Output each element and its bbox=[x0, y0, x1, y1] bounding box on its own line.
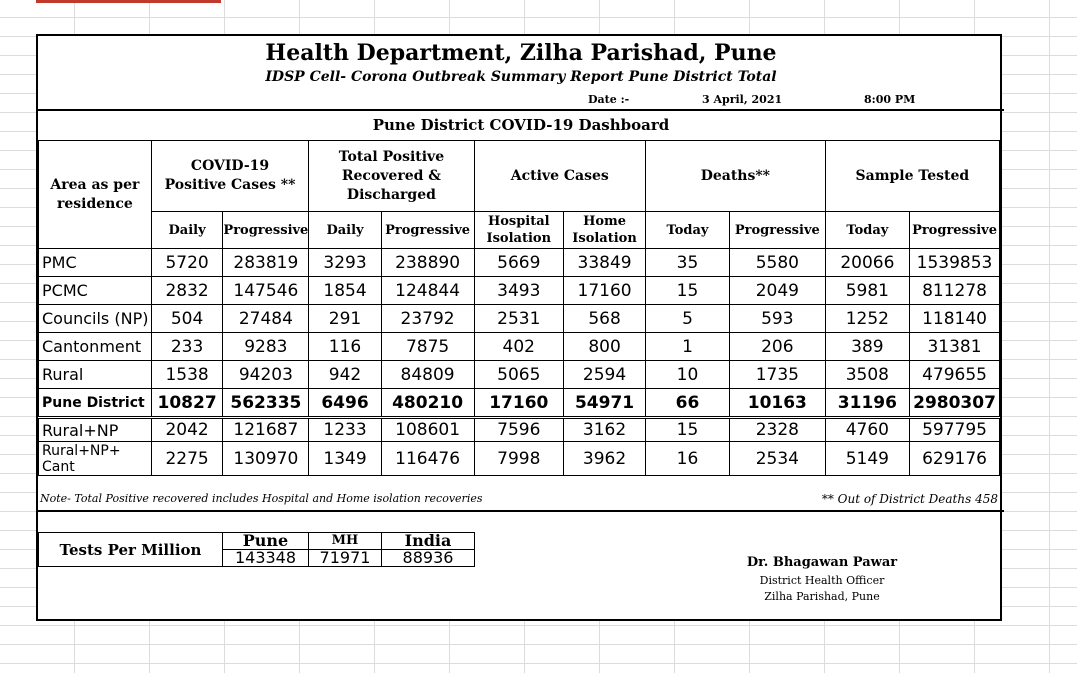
table-cell: 1 bbox=[646, 333, 730, 361]
subheader-cell: Progressive bbox=[223, 212, 309, 249]
table-cell: 233 bbox=[151, 333, 223, 361]
table-cell: 17160 bbox=[564, 277, 646, 305]
group-header-positive: COVID-19 Positive Cases ** bbox=[151, 141, 309, 212]
table-cell: 10 bbox=[646, 361, 730, 389]
table-cell: 2594 bbox=[564, 361, 646, 389]
table-cell: 17160 bbox=[474, 389, 564, 418]
table-cell: 121687 bbox=[223, 418, 309, 442]
row-label: Pune District bbox=[39, 389, 152, 418]
row-label: Cantonment bbox=[39, 333, 152, 361]
table-cell: 66 bbox=[646, 389, 730, 418]
table-row bbox=[39, 249, 1000, 277]
table-cell: 3508 bbox=[825, 361, 909, 389]
table-cell: 15 bbox=[646, 277, 730, 305]
table-cell: 2328 bbox=[729, 418, 825, 442]
table-cell: 147546 bbox=[223, 277, 309, 305]
notes-divider bbox=[38, 510, 1004, 512]
table-cell: 568 bbox=[564, 305, 646, 333]
subheader-cell: Daily bbox=[309, 212, 381, 249]
report-sheet bbox=[36, 34, 1002, 621]
date-label: Date :- bbox=[588, 93, 630, 106]
table-cell: 3962 bbox=[564, 442, 646, 476]
table-cell: 5580 bbox=[729, 249, 825, 277]
table-cell: 2042 bbox=[151, 418, 223, 442]
header-divider bbox=[38, 109, 1004, 111]
table-cell: 7875 bbox=[381, 333, 474, 361]
table-cell: 116 bbox=[309, 333, 381, 361]
table-row bbox=[39, 333, 1000, 361]
subheader-cell: Hospital Isolation bbox=[474, 212, 564, 249]
tpm-header-mh: MH bbox=[309, 533, 382, 550]
footnote-deaths: ** Out of District Deaths 458 bbox=[821, 492, 998, 506]
table-cell: 10827 bbox=[151, 389, 223, 418]
tpm-value-mh: 71971 bbox=[309, 550, 382, 567]
table-cell: 33849 bbox=[564, 249, 646, 277]
table-cell: 3162 bbox=[564, 418, 646, 442]
subheader-cell: Today bbox=[825, 212, 909, 249]
tpm-value-pune: 143348 bbox=[223, 550, 309, 567]
table-cell: 31381 bbox=[910, 333, 1000, 361]
table-cell: 16 bbox=[646, 442, 730, 476]
table-row bbox=[39, 442, 1000, 476]
table-cell: 1349 bbox=[309, 442, 381, 476]
table-cell: 5149 bbox=[825, 442, 909, 476]
table-cell: 479655 bbox=[910, 361, 1000, 389]
table-cell: 15 bbox=[646, 418, 730, 442]
group-header-deaths: Deaths** bbox=[646, 141, 826, 212]
subheader-cell: Today bbox=[646, 212, 730, 249]
table-cell: 5669 bbox=[474, 249, 564, 277]
table-cell: 94203 bbox=[223, 361, 309, 389]
table-cell: 597795 bbox=[910, 418, 1000, 442]
table-cell: 3293 bbox=[309, 249, 381, 277]
group-header-row bbox=[39, 141, 1000, 212]
table-cell: 2049 bbox=[729, 277, 825, 305]
signatory-office: Zilha Parishad, Pune bbox=[764, 590, 880, 603]
table-cell: 402 bbox=[474, 333, 564, 361]
table-cell: 5065 bbox=[474, 361, 564, 389]
table-cell: 118140 bbox=[910, 305, 1000, 333]
table-total-row bbox=[39, 389, 1000, 418]
subheader-cell: Progressive bbox=[381, 212, 474, 249]
row-label: PCMC bbox=[39, 277, 152, 305]
table-cell: 1735 bbox=[729, 361, 825, 389]
table-cell: 116476 bbox=[381, 442, 474, 476]
table-cell: 9283 bbox=[223, 333, 309, 361]
table-cell: 2832 bbox=[151, 277, 223, 305]
table-cell: 6496 bbox=[309, 389, 381, 418]
table-cell: 5981 bbox=[825, 277, 909, 305]
table-cell: 238890 bbox=[381, 249, 474, 277]
footnote-recovered: Note- Total Positive recovered includes Hospital and Home isolation recoveries bbox=[40, 492, 483, 505]
table-cell: 84809 bbox=[381, 361, 474, 389]
table-cell: 31196 bbox=[825, 389, 909, 418]
signatory-name: Dr. Bhagawan Pawar bbox=[746, 555, 898, 570]
area-header: Area as per residence bbox=[39, 141, 152, 249]
table-cell: 27484 bbox=[223, 305, 309, 333]
table-cell: 20066 bbox=[825, 249, 909, 277]
table-cell: 108601 bbox=[381, 418, 474, 442]
table-cell: 5 bbox=[646, 305, 730, 333]
tests-per-million-label: Tests Per Million bbox=[39, 533, 223, 567]
report-title: Health Department, Zilha Parishad, Pune bbox=[265, 40, 777, 66]
tpm-header-india: India bbox=[382, 533, 475, 550]
report-time: 8:00 PM bbox=[864, 93, 916, 106]
table-cell: 811278 bbox=[910, 277, 1000, 305]
subheader-cell: Daily bbox=[151, 212, 223, 249]
table-cell: 504 bbox=[151, 305, 223, 333]
subheader-cell: Progressive bbox=[910, 212, 1000, 249]
table-row bbox=[39, 305, 1000, 333]
subheader-cell: Home Isolation bbox=[564, 212, 646, 249]
table-cell: 124844 bbox=[381, 277, 474, 305]
table-cell: 2275 bbox=[151, 442, 223, 476]
table-cell: 23792 bbox=[381, 305, 474, 333]
table-row bbox=[39, 277, 1000, 305]
row-label: Councils (NP) bbox=[39, 305, 152, 333]
table-cell: 3493 bbox=[474, 277, 564, 305]
table-cell: 562335 bbox=[223, 389, 309, 418]
table-cell: 389 bbox=[825, 333, 909, 361]
table-cell: 4760 bbox=[825, 418, 909, 442]
table-cell: 5720 bbox=[151, 249, 223, 277]
table-cell: 10163 bbox=[729, 389, 825, 418]
group-header-active: Active Cases bbox=[474, 141, 646, 212]
subheader-cell: Progressive bbox=[729, 212, 825, 249]
table-cell: 480210 bbox=[381, 389, 474, 418]
table-cell: 206 bbox=[729, 333, 825, 361]
tests-per-million-table bbox=[38, 532, 475, 567]
table-cell: 800 bbox=[564, 333, 646, 361]
tpm-header-pune: Pune bbox=[223, 533, 309, 550]
row-label: Rural+NP bbox=[39, 418, 152, 442]
dashboard-title: Pune District COVID-19 Dashboard bbox=[372, 116, 670, 134]
table-cell: 1854 bbox=[309, 277, 381, 305]
table-cell: 291 bbox=[309, 305, 381, 333]
report-subtitle: IDSP Cell- Corona Outbreak Summary Report Pune District Total bbox=[265, 69, 777, 85]
covid-dashboard-table bbox=[38, 140, 1000, 476]
table-cell: 1538 bbox=[151, 361, 223, 389]
red-accent-bar bbox=[36, 0, 221, 3]
sub-header-row bbox=[39, 212, 1000, 249]
table-cell: 593 bbox=[729, 305, 825, 333]
group-header-samples: Sample Tested bbox=[825, 141, 999, 212]
table-cell: 54971 bbox=[564, 389, 646, 418]
table-cell: 2980307 bbox=[910, 389, 1000, 418]
table-cell: 2534 bbox=[729, 442, 825, 476]
table-cell: 35 bbox=[646, 249, 730, 277]
table-cell: 942 bbox=[309, 361, 381, 389]
row-label: Rural+NP+ Cant bbox=[39, 442, 152, 476]
row-label: PMC bbox=[39, 249, 152, 277]
table-cell: 1539853 bbox=[910, 249, 1000, 277]
table-cell: 7596 bbox=[474, 418, 564, 442]
table-cell: 7998 bbox=[474, 442, 564, 476]
row-label: Rural bbox=[39, 361, 152, 389]
table-cell: 1233 bbox=[309, 418, 381, 442]
table-row bbox=[39, 418, 1000, 442]
signatory-designation: District Health Officer bbox=[759, 574, 885, 587]
table-cell: 2531 bbox=[474, 305, 564, 333]
table-cell: 1252 bbox=[825, 305, 909, 333]
table-cell: 283819 bbox=[223, 249, 309, 277]
report-date: 3 April, 2021 bbox=[702, 93, 783, 106]
tpm-value-india: 88936 bbox=[382, 550, 475, 567]
table-cell: 130970 bbox=[223, 442, 309, 476]
table-row bbox=[39, 361, 1000, 389]
group-header-recovered: Total Positive Recovered & Discharged bbox=[309, 141, 474, 212]
table-cell: 629176 bbox=[910, 442, 1000, 476]
